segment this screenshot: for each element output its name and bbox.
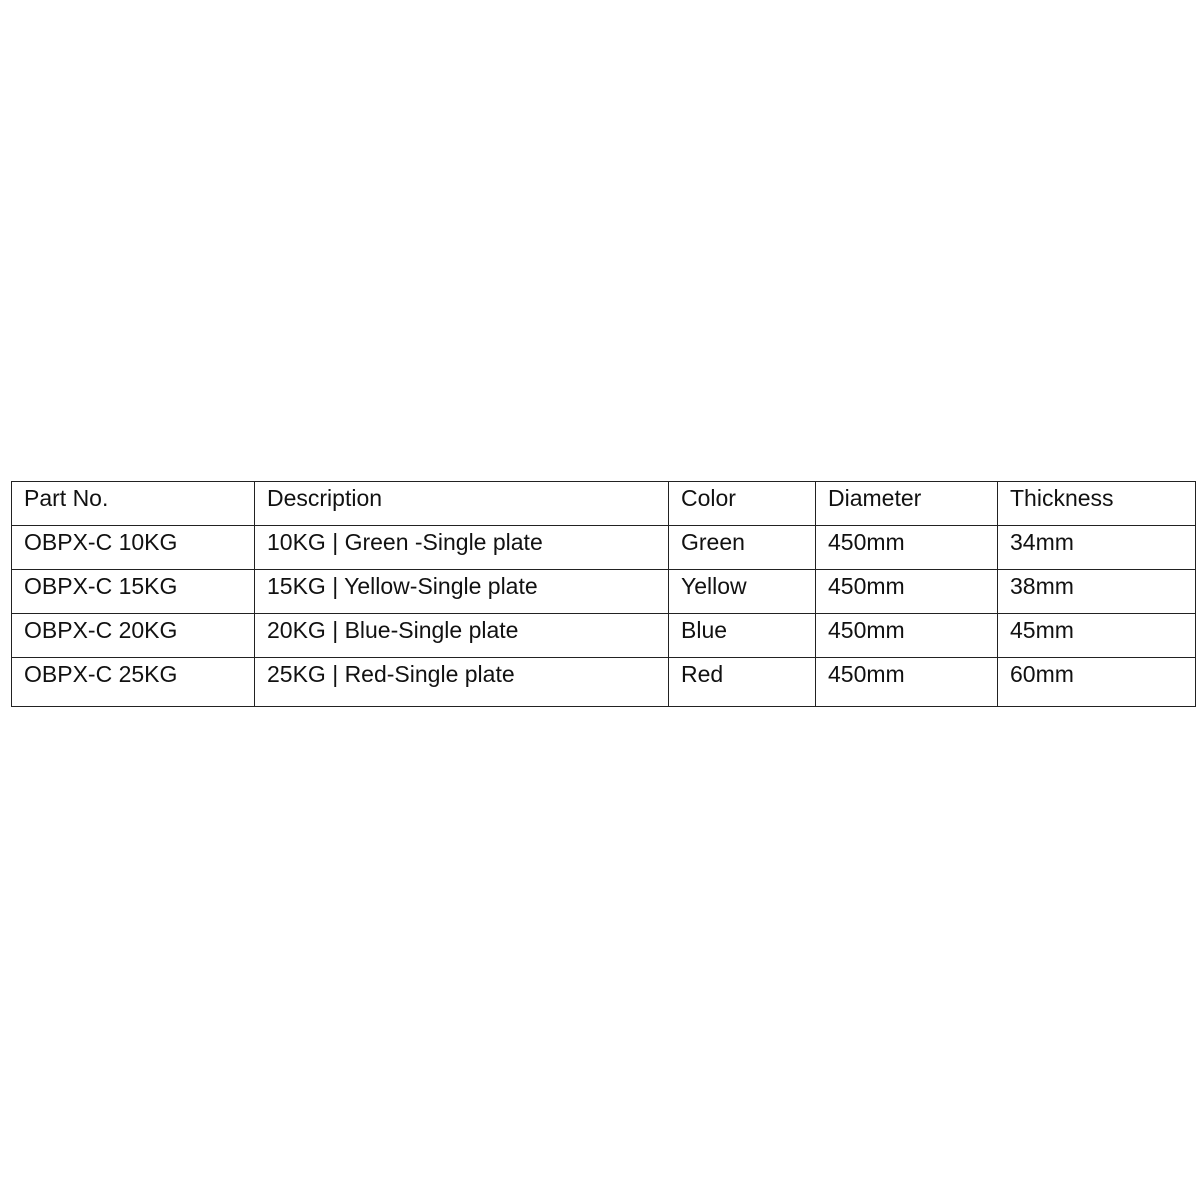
cell-color: Blue	[669, 614, 816, 658]
table-row	[12, 526, 1196, 570]
cell-description: 25KG | Red-Single plate	[255, 658, 669, 707]
cell-description: 15KG | Yellow-Single plate	[255, 570, 669, 614]
header-diameter: Diameter	[816, 482, 998, 526]
cell-diameter: 450mm	[816, 658, 998, 707]
cell-part-no: OBPX-C 10KG	[12, 526, 255, 570]
cell-diameter: 450mm	[816, 526, 998, 570]
table-body	[12, 526, 1196, 707]
table-row	[12, 658, 1196, 707]
header-part-no: Part No.	[12, 482, 255, 526]
table-row	[12, 570, 1196, 614]
cell-diameter: 450mm	[816, 570, 998, 614]
cell-color: Yellow	[669, 570, 816, 614]
cell-part-no: OBPX-C 20KG	[12, 614, 255, 658]
cell-description: 20KG | Blue-Single plate	[255, 614, 669, 658]
cell-thickness: 45mm	[998, 614, 1196, 658]
table-row	[12, 614, 1196, 658]
header-color: Color	[669, 482, 816, 526]
header-description: Description	[255, 482, 669, 526]
cell-diameter: 450mm	[816, 614, 998, 658]
cell-part-no: OBPX-C 25KG	[12, 658, 255, 707]
table-header	[12, 482, 1196, 526]
cell-thickness: 38mm	[998, 570, 1196, 614]
cell-color: Green	[669, 526, 816, 570]
cell-color: Red	[669, 658, 816, 707]
specification-table	[11, 481, 1196, 707]
header-thickness: Thickness	[998, 482, 1196, 526]
cell-description: 10KG | Green -Single plate	[255, 526, 669, 570]
cell-thickness: 60mm	[998, 658, 1196, 707]
cell-part-no: OBPX-C 15KG	[12, 570, 255, 614]
cell-thickness: 34mm	[998, 526, 1196, 570]
header-row	[12, 482, 1196, 526]
